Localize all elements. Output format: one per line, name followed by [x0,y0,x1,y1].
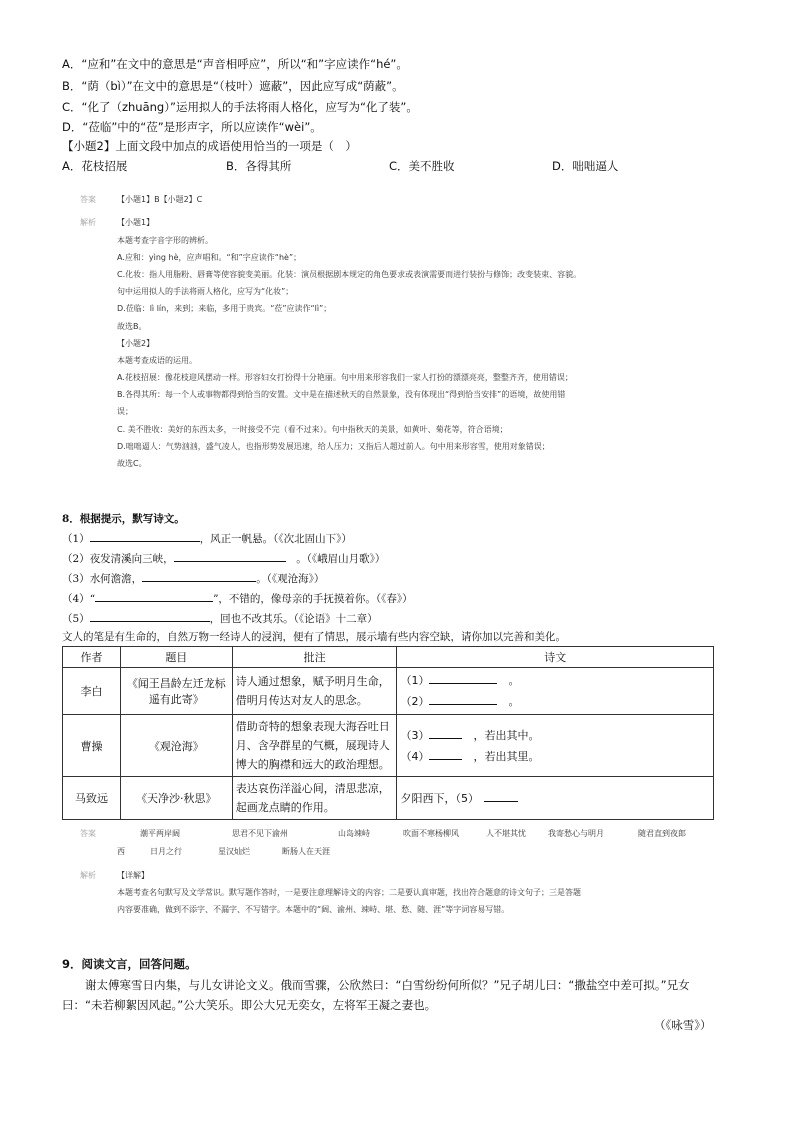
poem-cell [397,668,714,715]
analysis-line: D.咄咄逼人：气势汹汹，盛气凌人，也指形势发展迅速，给人压力；又指后人超过前人。句中用来形容雪，使用对象错误； [117,442,550,451]
analysis-label: 解析 [80,218,96,227]
analysis-line: 本题考查字音字形的辨析。 [117,236,213,245]
analysis-line: 内容要准确，做到不添字、不漏字、不写错字。本题中的“阔、渝州、竦峙、堪、愁、随、涯”等字词容易写错。 [117,905,510,914]
choice-d: D．咄咄逼人 [552,159,619,173]
option-d: D．“莅临”中的“莅”是形声字，所以应读作“wèi”。 [62,120,322,134]
answer-text: 【小题1】B【小题2】C [117,195,203,204]
recite-line-1: （1） ，风正一帆悬。（《次北固山下》） [62,530,352,546]
analysis-line: 本题考查成语的运用。 [117,356,197,365]
recite-line-2: （2）夜发清溪向三峡， 。（《峨眉山月歌》） [62,550,385,566]
analysis-line: 【小题2】 [117,339,155,348]
analysis-line: 【详解】 [117,871,149,880]
analysis-line: 句中运用拟人的手法将雨人格化，应写为“化妆”； [117,287,294,296]
poem-blank-4: （4） ，若出其里。 [400,749,540,763]
header-title: 题目 [120,647,232,668]
answer-item: 我寄愁心与明月 [548,829,604,838]
table-header-row [63,647,714,668]
author-cell: 李白 [63,668,121,715]
answer-item: 断肠人在天涯 [282,847,330,856]
option-c: C．“化了（zhuāng）”运用拟人的手法将雨人格化，应写为“化了装”。 [62,100,418,114]
note-cell: 诗人通过想象，赋予明月生命，借明月传达对友人的思念。 [232,668,397,715]
poem-cell: 夕阳西下，（5） [397,777,714,820]
answer-item: 星汉灿烂 [218,847,250,856]
header-author: 作者 [63,647,121,668]
title-cell: 《闻王昌龄左迁龙标遥有此寄》 [120,668,232,715]
q8-analysis-label: 解析 [80,871,96,880]
analysis-line: 故选B。 [117,322,147,331]
recite-line-5: （5） ，回也不改其乐。（《论语》十二章） [62,610,378,626]
analysis-line: 误； [117,407,133,416]
note-cell: 借助奇特的想象表现大海吞吐日月、含孕群星的气概，展现诗人博大的胸襟和远大的政治理想。 [232,715,397,777]
poem-cell [397,715,714,777]
analysis-line: C. 美不胜收：美好的东西太多，一时接受不完（看不过来）。句中指秋天的美景，如黄叶、菊花等，符合语境； [117,425,508,434]
answer-item: 山岛竦峙 [338,829,370,838]
header-note: 批注 [232,647,397,668]
passage-line-1: 谢太傅寒雪日内集，与儿女讲论文义。俄而雪骤，公欣然曰：“白雪纷纷何所似？”兄子胡儿曰：“撒盐空中差可拟。”兄女 [85,978,690,992]
poem-blank-1: （1） 。 [400,674,520,687]
recite-line-3: （3）水何澹澹， 。（《观沧海》） [62,570,324,586]
analysis-line: A.花枝招展：像花枝迎风摆动一样。形容妇女打扮得十分艳丽。句中用来形容我们一家人打扮的漂漂亮亮，整整齐齐，使用错误； [117,373,573,382]
q8-answer-label: 答案 [80,829,96,838]
answer-item: 西 [117,847,125,856]
passage-source: （《咏雪》） [654,1018,712,1032]
table-row [63,777,714,820]
poem-blank-2: （2） 。 [400,695,520,708]
answer-item: 吹面不寒杨柳风 [403,829,459,838]
q8-intro: 文人的笔是有生命的，自然万物一经诗人的浸润，便有了情思，展示墙有些内容空缺，请你加以完善和美化。 [62,631,566,643]
analysis-line: C.化妆：指人用脂粉、唇膏等使容貌变美丽。化装：演员根据剧本规定的角色要求或表演需要而进行装扮与修饰；改变装束、容貌。 [117,270,582,279]
analysis-line: 【小题1】 [117,218,155,227]
title-cell: 《观沧海》 [120,715,232,777]
answer-label: 答案 [80,195,96,204]
analysis-line: D.莅临：lì lín，来到；来临，多用于贵宾。“莅”应读作“lì”； [117,304,332,313]
answer-item: 人不堪其忧 [486,829,526,838]
author-cell: 曹操 [63,715,121,777]
analysis-line: A.应和：yìng hè，应声唱和。“和”字应读作“hè”； [117,253,302,262]
passage-line-2: 曰：“未若柳絮因风起。”公大笑乐。即公大兄无奕女，左将军王凝之妻也。 [62,998,437,1012]
poem-blank-3: （3） ，若出其中。 [400,728,540,742]
q8-title: 8．根据提示，默写诗文。 [62,513,185,525]
option-a: A．“应和”在文中的意思是“声音相呼应”，所以“和”字应读作“hé”。 [62,57,408,71]
q9-title: 9．阅读文言，回答问题。 [62,957,197,971]
analysis-line: 故选C。 [117,459,147,468]
option-b: B．“荫（bì）”在文中的意思是“（枝叶）遮蔽”，因此应写成“荫蔽”。 [62,79,404,93]
note-cell: 表达哀伤洋溢心间，清思悲凉，起画龙点睛的作用。 [232,777,397,820]
table-row [63,668,714,715]
choice-c: C．美不胜收 [389,159,455,173]
title-cell: 《天净沙·秋思》 [120,777,232,820]
sub-question-2: 【小题2】上面文段中加点的成语使用恰当的一项是（ ） [62,139,357,153]
author-cell: 马致远 [63,777,121,820]
recite-line-4: （4）“ ”，不错的，像母亲的手抚摸着你。（《春》） [62,590,413,606]
analysis-line: 本题考查名句默写及文学常识。默写题作答时，一是要注意理解诗文的内容；二是要认真审题，找出符合题意的诗文句子；三是答题 [117,888,581,897]
choice-a: A．花枝招展 [62,159,128,173]
answer-item: 潮平两岸阔 [140,829,180,838]
header-poem: 诗文 [397,647,714,668]
answer-item: 随君直到夜郎 [638,829,686,838]
table-row [63,715,714,777]
answer-item: 思君不见下渝州 [232,829,288,838]
choice-b: B．各得其所 [226,159,292,173]
analysis-line: B.各得其所：每一个人或事物都得到恰当的安置。文中是在描述秋天的自然景象，没有体现出“得到恰当安排”的语境，故使用错 [117,390,566,399]
answer-item: 日月之行 [150,847,182,856]
poem-table [62,646,714,820]
